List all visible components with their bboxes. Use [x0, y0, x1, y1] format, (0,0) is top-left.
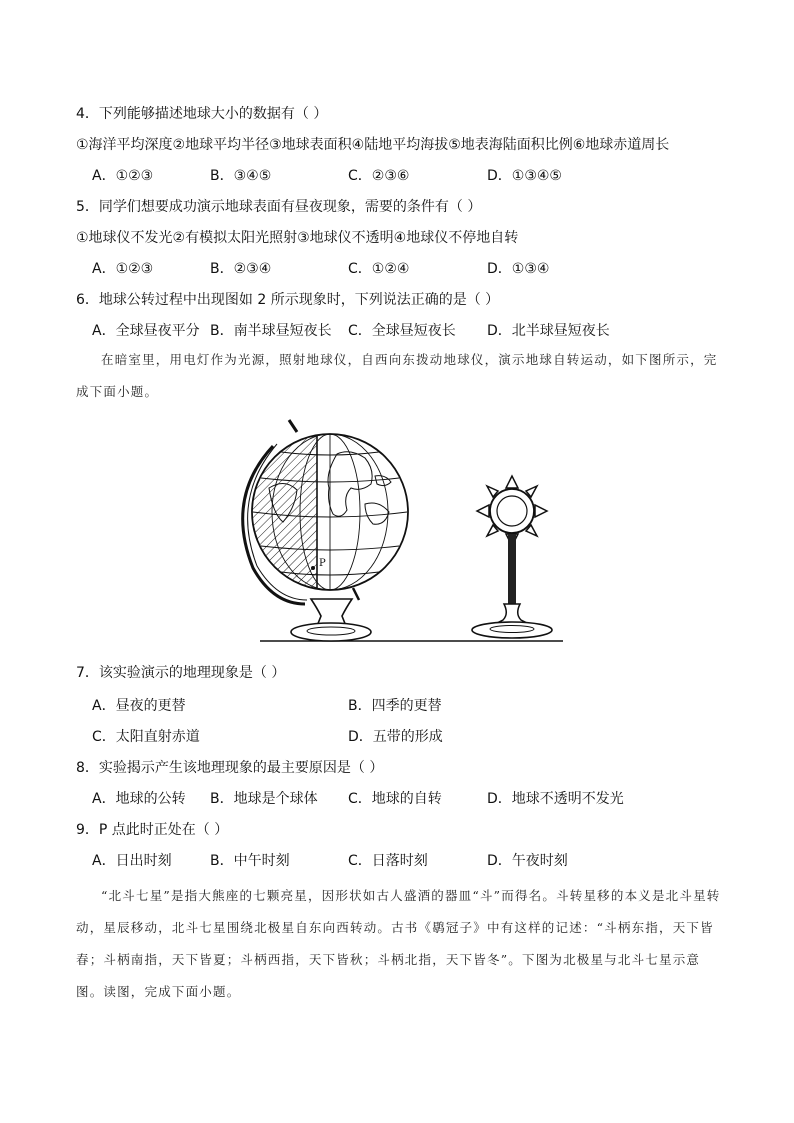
q5-items: ①地球仪不发光②有模拟太阳光照射③地球仪不透明④地球仪不停地自转 [76, 230, 519, 246]
q6-stem: 6．地球公转过程中出现图如 2 所示现象时，下列说法正确的是（ ） [76, 292, 500, 308]
q7-option-a[interactable]: A．昼夜的更替 [92, 698, 186, 714]
q4-stem: 4．下列能够描述地球大小的数据有（ ） [76, 106, 328, 122]
q9-option-b[interactable]: B．中午时刻 [210, 853, 290, 869]
q7-option-c[interactable]: C．太阳直射赤道 [92, 729, 200, 745]
globe-lamp-figure [225, 418, 570, 650]
q8-option-b[interactable]: B．地球是个球体 [210, 791, 318, 807]
q6-option-c[interactable]: C．全球昼短夜长 [348, 323, 456, 339]
q8-option-d[interactable]: D．地球不透明不发光 [487, 791, 624, 807]
q4-option-c[interactable]: C．②③⑥ [348, 168, 410, 184]
q5-option-c[interactable]: C．①②④ [348, 261, 410, 277]
q9-stem: 9．P 点此时正处在（ ） [76, 822, 229, 838]
q5-stem: 5．同学们想要成功演示地球表面有昼夜现象，需要的条件有（ ） [76, 199, 482, 215]
q7-stem: 7．该实验演示的地理现象是（ ） [76, 665, 286, 681]
q4-option-b[interactable]: B．③④⑤ [210, 168, 272, 184]
q5-option-b[interactable]: B．②③④ [210, 261, 272, 277]
q9-option-a[interactable]: A．日出时刻 [92, 853, 172, 869]
q9-option-d[interactable]: D．午夜时刻 [487, 853, 568, 869]
q6-option-a[interactable]: A．全球昼夜平分 [92, 323, 200, 339]
q8-option-a[interactable]: A．地球的公转 [92, 791, 186, 807]
q7-option-b[interactable]: B．四季的更替 [348, 698, 442, 714]
q5-option-a[interactable]: A．①②③ [92, 261, 154, 277]
q8-option-c[interactable]: C．地球的自转 [348, 791, 442, 807]
q4-items: ①海洋平均深度②地球平均半径③地球表面积④陆地平均海拔⑤地表海陆面积比例⑥地球赤道周长 [76, 137, 670, 153]
lamp-icon [472, 476, 552, 638]
passage-globe-experiment: 在暗室里，用电灯作为光源，照射地球仪，自西向东拨动地球仪，演示地球自转运动，如下图所示，完成下面小题。 [76, 352, 718, 399]
q6-option-b[interactable]: B．南半球昼短夜长 [210, 323, 332, 339]
q4-option-a[interactable]: A．①②③ [92, 168, 154, 184]
q8-stem: 8．实验揭示产生该地理现象的最主要原因是（ ） [76, 760, 384, 776]
passage-big-dipper: “北斗七星”是指大熊座的七颗亮星，因形状如古人盛酒的器皿“斗”而得名。斗转星移的本义是北斗星转动，星辰移动，北斗七星围绕北极星自东向西转动。古书《鹖冠子》中有这样的记述：“斗柄东指，天下皆春；斗柄南指，天下皆夏；斗柄西指，天下皆秋；斗柄北指，天下皆冬”。下图为北极星与北斗七星示意图。读图，完成下面小题。 [76, 888, 721, 999]
q9-option-c[interactable]: C．日落时刻 [348, 853, 428, 869]
q5-option-d[interactable]: D．①③④ [487, 261, 550, 277]
point-p-label: P [319, 558, 326, 569]
point-p-marker [311, 566, 315, 570]
q6-option-d[interactable]: D．北半球昼短夜长 [487, 323, 610, 339]
q4-option-d[interactable]: D．①③④⑤ [487, 168, 562, 184]
q7-option-d[interactable]: D．五带的形成 [348, 729, 443, 745]
